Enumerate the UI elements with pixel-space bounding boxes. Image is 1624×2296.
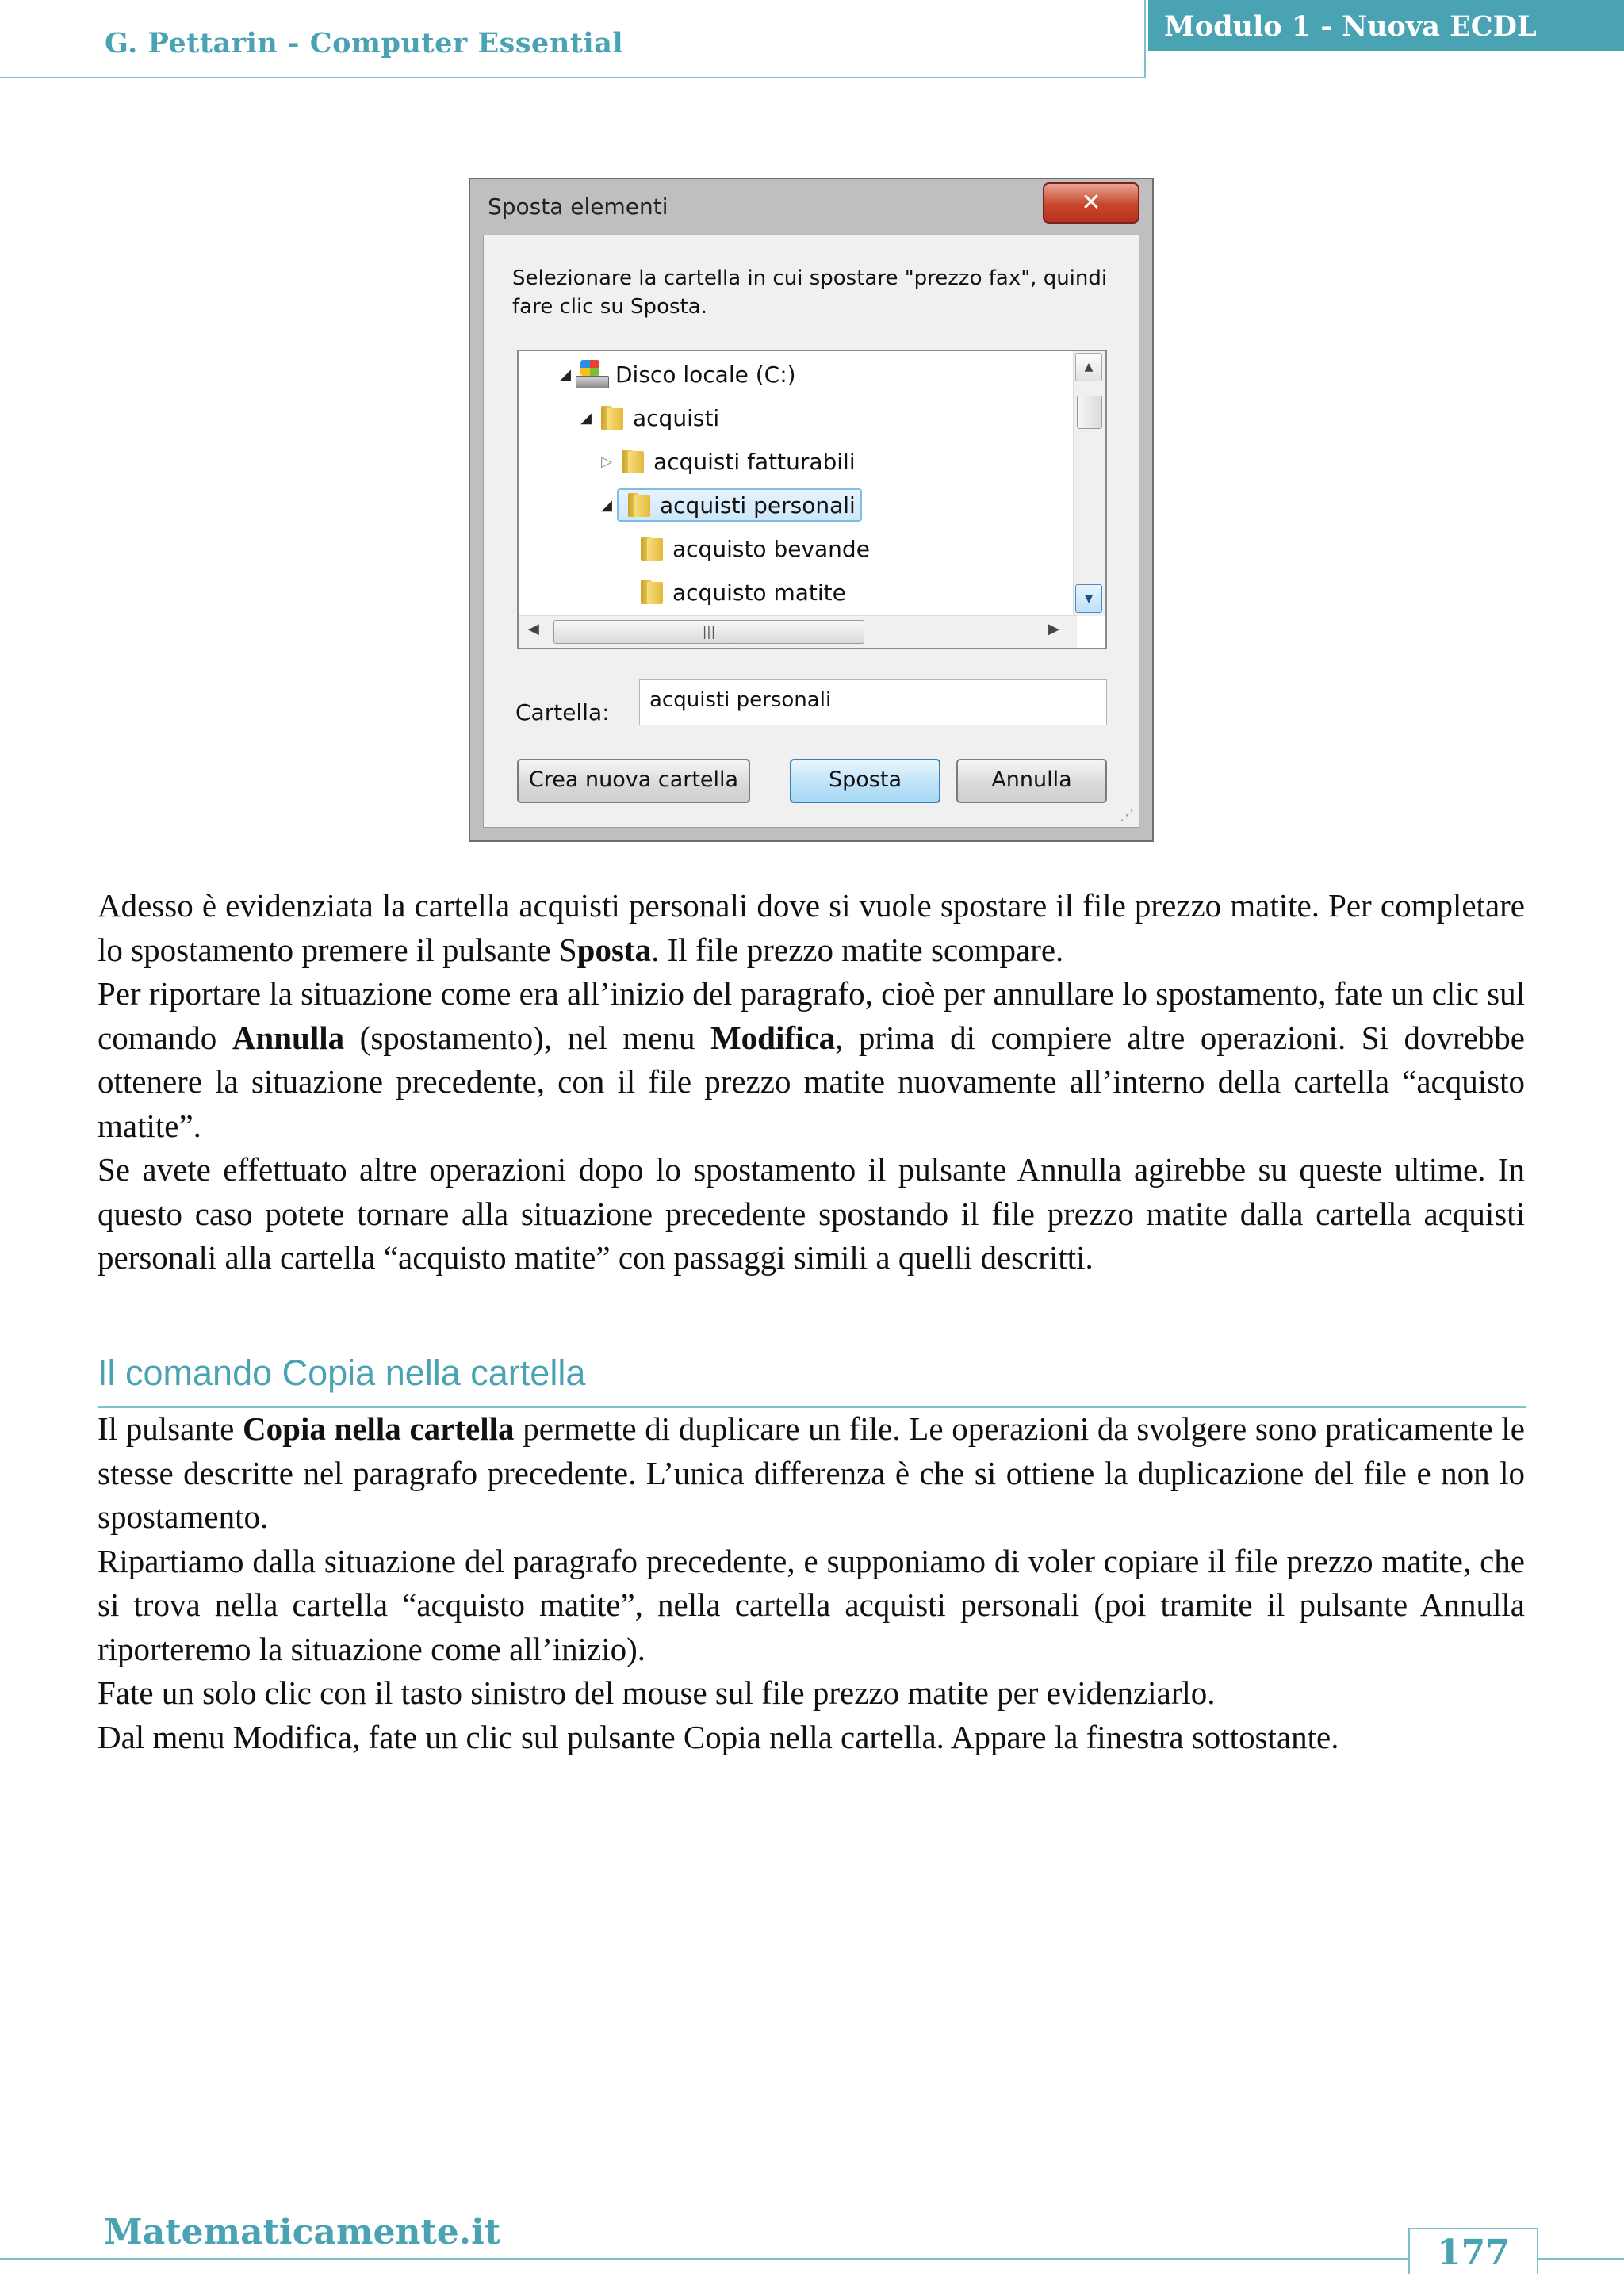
scroll-right-icon[interactable]: ▶ [1048,621,1059,637]
drive-icon [576,360,607,388]
paragraph: Fate un solo clic con il tasto sinistro del mouse sul file prezzo matite per evidenziarlo. [98,1674,1216,1711]
tree-item-acquisti[interactable] [576,399,719,437]
tree-item-acquisto-bevande[interactable] [636,530,870,568]
tree-item-label: acquisto matite [672,579,846,606]
tree-item-label: acquisti [633,404,720,431]
tree-item-label: Disco locale (C:) [615,361,796,388]
tree-item-label: acquisti personali [660,492,856,519]
collapse-arrow-icon[interactable]: ▷ [601,453,612,470]
dialog-content [483,235,1139,828]
tree-item-acquisti-fatturabili[interactable] [596,442,856,480]
running-header-author: G. Pettarin - Computer Essential [105,27,624,59]
body-text-copy [98,1407,1525,1759]
tree-item-drive[interactable] [555,355,796,393]
paragraph: Adesso è evidenziata la cartella acquisti personali dove si vuole spostare il file prezzo matite. Per completare lo spostamento premere il pulsante Sposta. Il file prezzo matite scompare. [98,887,1525,968]
folder-tree[interactable] [517,350,1107,649]
body-text-move [98,884,1525,1280]
expand-arrow-icon[interactable]: ◢ [560,365,571,383]
tree-item-label: acquisto bevande [672,535,870,562]
horizontal-scroll-thumb[interactable]: ||| [553,620,864,644]
paragraph: Dal menu Modifica, fate un clic sul pulsante Copia nella cartella. Appare la finestra sottostante. [98,1718,1339,1755]
tree-item-label: acquisti fatturabili [653,448,856,475]
footer-rule [0,2258,1624,2260]
folder-icon [636,535,665,562]
selected-folder-highlight[interactable] [617,488,862,522]
header-rule [0,77,1145,78]
move-button[interactable]: Sposta [790,759,940,803]
close-icon[interactable]: ✕ [1043,182,1139,224]
dialog-message: Selezionare la cartella in cui spostare "prezzo fax", quindi fare clic su Sposta. [512,266,1108,319]
tree-item-acquisti-personali[interactable] [596,486,862,524]
folder-input[interactable]: acquisti personali [639,679,1107,725]
expand-arrow-icon[interactable]: ◢ [601,496,612,514]
page-number: 177 [1408,2228,1538,2274]
tree-item-acquisto-matite[interactable] [636,573,846,611]
folder-icon [623,492,652,519]
folder-icon [596,404,625,431]
folder-icon [617,448,645,475]
paragraph: Per riportare la situazione come era all’inizio del paragrafo, cioè per annullare lo spostamento, fate un clic sul comando Annulla (spostamento), nel menu Modifica, prima di compiere altre operazioni. Si dovrebbe ottenere la situazione precedente, con il file prezzo matite nuovamente all’interno della cartella “acquisto matite”. [98,975,1525,1144]
cancel-button[interactable]: Annulla [956,759,1107,803]
scroll-up-icon[interactable]: ▲ [1075,353,1102,381]
header-rule-divider [1144,0,1146,78]
vertical-scrollbar[interactable] [1073,351,1105,616]
folder-icon [636,579,665,606]
move-items-dialog [469,178,1154,842]
paragraph: Se avete effettuato altre operazioni dopo lo spostamento il pulsante Annulla agirebbe su queste ultime. In questo caso potete tornare alla situazione precedente spostando il file prezzo matite dalla cartella acquisti personali alla cartella “acquisto matite” con passaggi simili a quelli descritti. [98,1151,1525,1276]
scroll-down-icon[interactable]: ▼ [1075,584,1102,613]
dialog-title: Sposta elementi [488,193,668,220]
folder-field-label: Cartella: [515,699,610,725]
paragraph: Ripartiamo dalla situazione del paragrafo precedente, e supponiamo di voler copiare il file prezzo matite, che si trova nella cartella “acquisto matite”, nella cartella acquisti personali (poi tramite il pulsante Annulla riporteremo la situazione come all’inizio). [98,1542,1525,1667]
resize-grip-icon[interactable]: ⋰ [1120,807,1134,824]
scroll-left-icon[interactable]: ◀ [528,621,539,637]
section-heading: Il comando Copia nella cartella [98,1353,1526,1408]
footer-site: Matematicamente.it [104,2212,501,2252]
expand-arrow-icon[interactable]: ◢ [580,409,592,427]
vertical-scroll-thumb[interactable] [1077,396,1102,429]
new-folder-button[interactable]: Crea nuova cartella [517,759,750,803]
horizontal-scrollbar[interactable] [519,615,1077,648]
running-header-module: Modulo 1 - Nuova ECDL [1148,0,1624,51]
paragraph: Il pulsante Copia nella cartella permette di duplicare un file. Le operazioni da svolgere sono praticamente le stesse descritte nel paragrafo precedente. L’unica differenza è che si ottiene la duplicazione del file e non lo spostamento. [98,1410,1525,1535]
